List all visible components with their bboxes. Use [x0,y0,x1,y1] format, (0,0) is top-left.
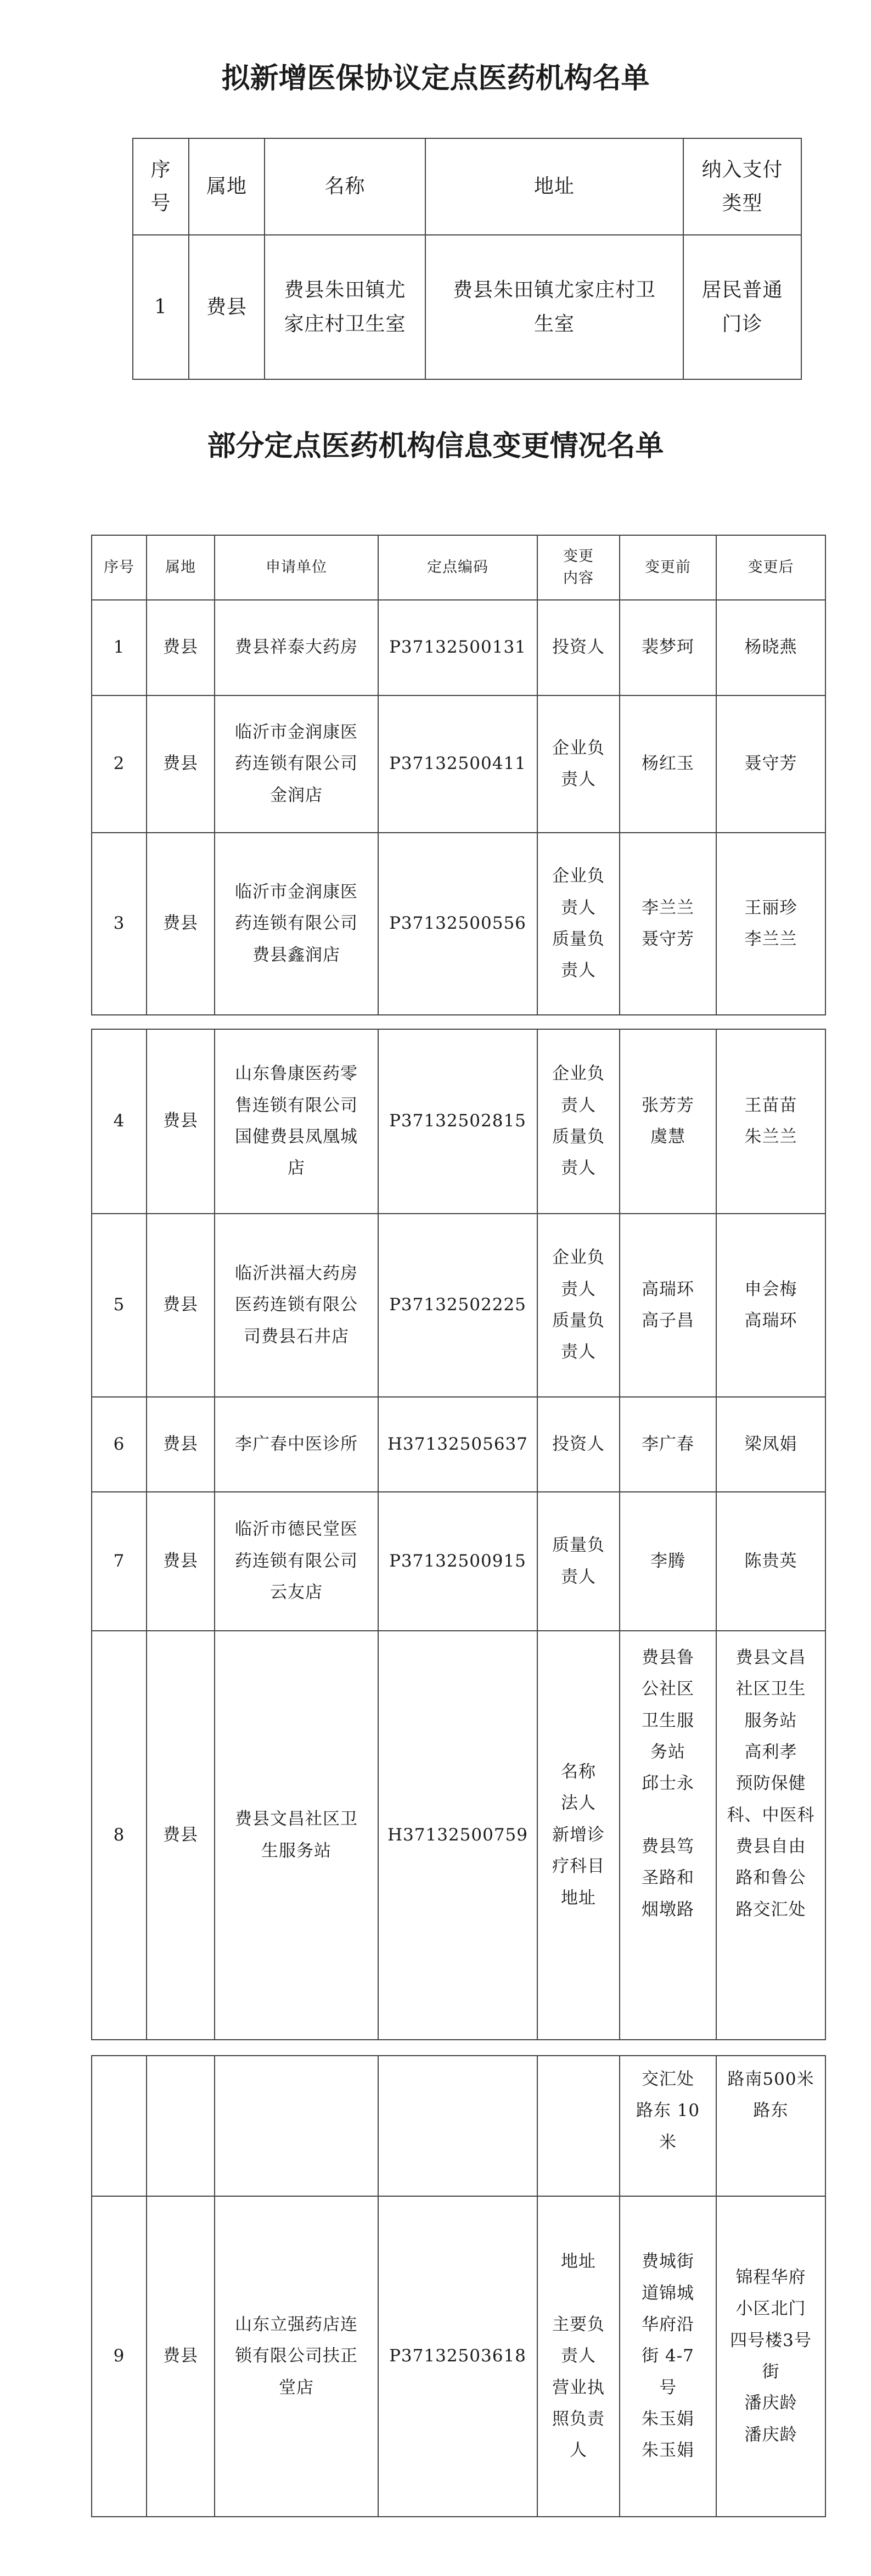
table-cell: 企业负 责人 质量负 责人 [537,1214,620,1397]
header-cell: 纳入支付 类型 [683,138,801,235]
header-cell: 名称 [265,138,425,235]
table-cell: 6 [92,1397,147,1492]
table-cell: 临沂洪福大药房 医药连锁有限公 司费县石井店 [215,1214,378,1397]
table-cell: 陈贵英 [716,1492,825,1631]
table-cell: 费县鲁 公社区 卫生服 务站 邱士永 费县笃 圣路和 烟墩路 [620,1631,716,2040]
header-cell: 变更前 [620,535,716,600]
table-cell: 1 [92,600,147,695]
table-cell: 地址 主要负 责人 营业执 照负责 人 [537,2196,620,2517]
table-cell [537,2056,620,2196]
table-cell: P37132500131 [378,600,537,695]
table-cell: 费县 [147,600,215,695]
table-cell: 杨晓燕 [716,600,825,695]
table-cell: 费县文昌 社区卫生 服务站 高利孝 预防保健 科、中医科 费县自由 路和鲁公 路交汇处 [716,1631,825,2040]
changes-table-part-3 [91,2055,826,2517]
table-cell: 企业负 责人 质量负 责人 [537,1029,620,1214]
table-cell: 路南500米 路东 [716,2056,825,2196]
table-cell: 王丽珍 李兰兰 [716,833,825,1015]
table-cell: 企业负 责人 质量负 责人 [537,833,620,1015]
table-cell: 4 [92,1029,147,1214]
header-cell: 序 号 [133,138,189,235]
table-cell: 费城街 道锦城 华府沿 街 4-7 号 朱玉娟 朱玉娟 [620,2196,716,2517]
table-cell: 3 [92,833,147,1015]
table-cell: P37132503618 [378,2196,537,2517]
table-cell: 费县 [189,235,265,379]
table-row [133,235,801,379]
table-cell: 名称 法人 新增诊 疗科目 地址 [537,1631,620,2040]
changes-table-part-1 [91,535,826,1015]
table-cell: 居民普通 门诊 [683,235,801,379]
table-row [92,695,825,833]
table-cell [147,2056,215,2196]
table-cell: 申会梅 高瑞环 [716,1214,825,1397]
table-cell [215,2056,378,2196]
table-row [92,1214,825,1397]
table-cell [378,2056,537,2196]
table-cell: 梁凤娟 [716,1397,825,1492]
header-cell: 地址 [425,138,683,235]
table-cell: 费县 [147,695,215,833]
table-cell: 1 [133,235,189,379]
table-cell: 聂守芳 [716,695,825,833]
table-row [92,2196,825,2517]
table-cell: 费县 [147,1214,215,1397]
changes-table-part-2 [91,1029,826,2040]
table-cell: P37132500915 [378,1492,537,1631]
table-cell: 投资人 [537,1397,620,1492]
table-cell: 杨红玉 [620,695,716,833]
table-cell: 费县朱田镇尤家庄村卫 生室 [425,235,683,379]
table-row [92,833,825,1015]
table-cell: 临沂市金润康医 药连锁有限公司 费县鑫润店 [215,833,378,1015]
table-cell: 9 [92,2196,147,2517]
table-cell: 裴梦珂 [620,600,716,695]
table-cell: 7 [92,1492,147,1631]
table-cell: 高瑞环 高子昌 [620,1214,716,1397]
table-cell: P37132502225 [378,1214,537,1397]
header-cell: 序号 [92,535,147,600]
table-cell: 锦程华府 小区北门 四号楼3号 街 潘庆龄 潘庆龄 [716,2196,825,2517]
table-header-row [133,138,801,235]
header-cell: 变更后 [716,535,825,600]
table-cell: P37132502815 [378,1029,537,1214]
table-cell: 费县 [147,1029,215,1214]
title-info-changes: 部分定点医药机构信息变更情况名单 [207,430,664,463]
table-cell: P37132500556 [378,833,537,1015]
table-cell: 费县文昌社区卫 生服务站 [215,1631,378,2040]
table-cell: H37132500759 [378,1631,537,2040]
table-cell: 李广春 [620,1397,716,1492]
header-cell: 定点编码 [378,535,537,600]
table-row [92,1397,825,1492]
table-row [92,1492,825,1631]
table-cell: 投资人 [537,600,620,695]
table-cell: 李腾 [620,1492,716,1631]
table-cell: 临沂市金润康医 药连锁有限公司 金润店 [215,695,378,833]
table-cell: 张芳芳 虞慧 [620,1029,716,1214]
table-cell: 临沂市德民堂医 药连锁有限公司 云友店 [215,1492,378,1631]
table-cell: 王苗苗 朱兰兰 [716,1029,825,1214]
title-new-institutions: 拟新增医保协议定点医药机构名单 [221,62,650,95]
table-cell: 费县朱田镇尤 家庄村卫生室 [265,235,425,379]
table-cell: 2 [92,695,147,833]
header-cell: 申请单位 [215,535,378,600]
table-cell: 质量负 责人 [537,1492,620,1631]
table-cell: 费县 [147,1631,215,2040]
table-row [92,600,825,695]
table-header-row [92,535,825,600]
new-institutions-table [132,138,802,380]
table-cell: 山东立强药店连 锁有限公司扶正 堂店 [215,2196,378,2517]
table-cell: 费县 [147,833,215,1015]
table-row [92,1631,825,2040]
table-cell: H37132505637 [378,1397,537,1492]
table-row [92,2056,825,2196]
table-cell: 费县 [147,1397,215,1492]
table-cell: 5 [92,1214,147,1397]
header-cell: 变更 内容 [537,535,620,600]
table-cell: 8 [92,1631,147,2040]
table-cell: 费县 [147,2196,215,2517]
header-cell: 属地 [147,535,215,600]
table-cell: 交汇处 路东 10 米 [620,2056,716,2196]
table-cell: 费县 [147,1492,215,1631]
table-cell: 李广春中医诊所 [215,1397,378,1492]
table-row [92,1029,825,1214]
table-cell: 企业负 责人 [537,695,620,833]
table-cell: P37132500411 [378,695,537,833]
table-cell: 费县祥泰大药房 [215,600,378,695]
table-cell: 山东鲁康医药零 售连锁有限公司 国健费县凤凰城 店 [215,1029,378,1214]
header-cell: 属地 [189,138,265,235]
table-cell [92,2056,147,2196]
table-cell: 李兰兰 聂守芳 [620,833,716,1015]
